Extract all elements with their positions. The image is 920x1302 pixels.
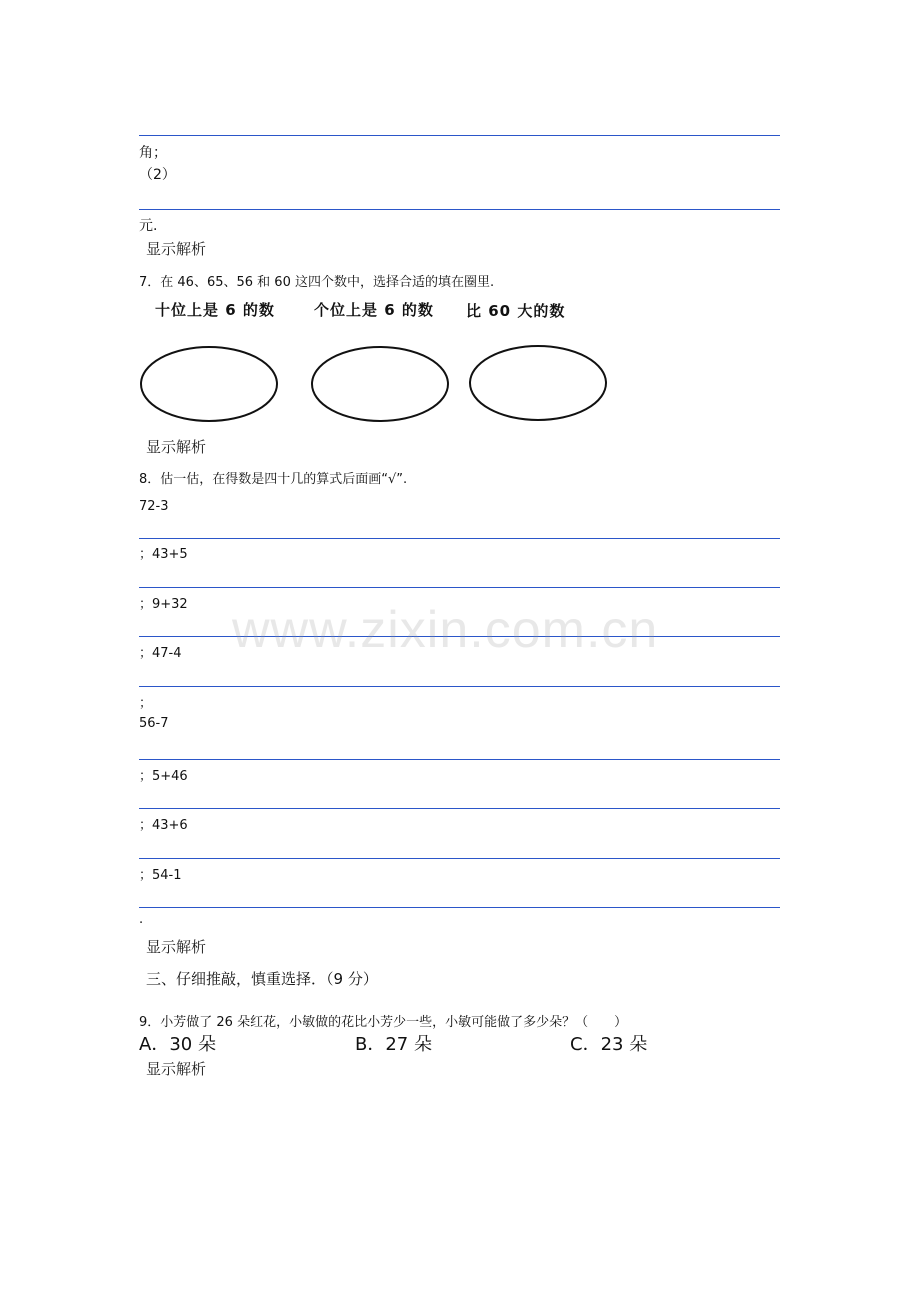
q8-expr: ；47-4 <box>139 646 182 661</box>
q7-label-tens: 十位上是 6 的数 <box>155 301 275 319</box>
watermark: www.zixin.com.cn <box>232 601 659 659</box>
q7-circle-greater[interactable] <box>470 346 606 420</box>
q9-option-a[interactable]: A．30 朵 <box>139 1034 216 1055</box>
show-analysis-1[interactable]: 显示解析 <box>146 240 207 258</box>
q7-circle-ones[interactable] <box>312 347 448 421</box>
yuan-suffix: 元. <box>139 218 158 234</box>
q7-circles <box>0 0 920 440</box>
q8-line-5 <box>139 759 780 760</box>
jiao-suffix: 角； <box>139 145 167 161</box>
section-3-heading: 三、仔细推敲，慎重选择．（9 分） <box>146 970 378 988</box>
q9-option-c[interactable]: C．23 朵 <box>570 1034 648 1055</box>
q8-line-4 <box>139 686 780 687</box>
q8-expr: ；54-1 <box>139 868 182 883</box>
show-analysis-4[interactable]: 显示解析 <box>146 1060 207 1078</box>
q8-expr: ；9+32 <box>139 597 188 612</box>
q8-expr: ； <box>139 696 153 711</box>
q9-option-b[interactable]: B．27 朵 <box>355 1034 432 1055</box>
q8-line-7 <box>139 858 780 859</box>
q8-expr: . <box>139 912 144 927</box>
q8-line-1 <box>139 538 780 539</box>
q8-line-6 <box>139 808 780 809</box>
q8-expr: ；5+46 <box>139 769 188 784</box>
q8-expr: 56-7 <box>139 716 169 731</box>
q8-line-2 <box>139 587 780 588</box>
q7-label-greater: 比 60 大的数 <box>466 302 566 320</box>
q7-circle-tens[interactable] <box>141 347 277 421</box>
q8-line-3 <box>139 636 780 637</box>
q8-line-8 <box>139 907 780 908</box>
q7-text: 7．在 46、65、56 和 60 这四个数中，选择合适的填在圈里. <box>139 275 495 290</box>
show-analysis-2[interactable]: 显示解析 <box>146 438 207 456</box>
q9-text: 9．小芳做了 26 朵红花，小敏做的花比小芳少一些，小敏可能做了多少朵？（ ） <box>139 1015 628 1030</box>
q8-expr-first: 72-3 <box>139 499 169 514</box>
q8-expr: ；43+6 <box>139 818 188 833</box>
show-analysis-3[interactable]: 显示解析 <box>146 938 207 956</box>
q8-expr: ；43+5 <box>139 547 188 562</box>
q8-text: 8．估一估，在得数是四十几的算式后面画“√”. <box>139 472 408 487</box>
part-2-label: （2） <box>139 167 176 183</box>
q7-label-ones: 个位上是 6 的数 <box>314 301 434 319</box>
